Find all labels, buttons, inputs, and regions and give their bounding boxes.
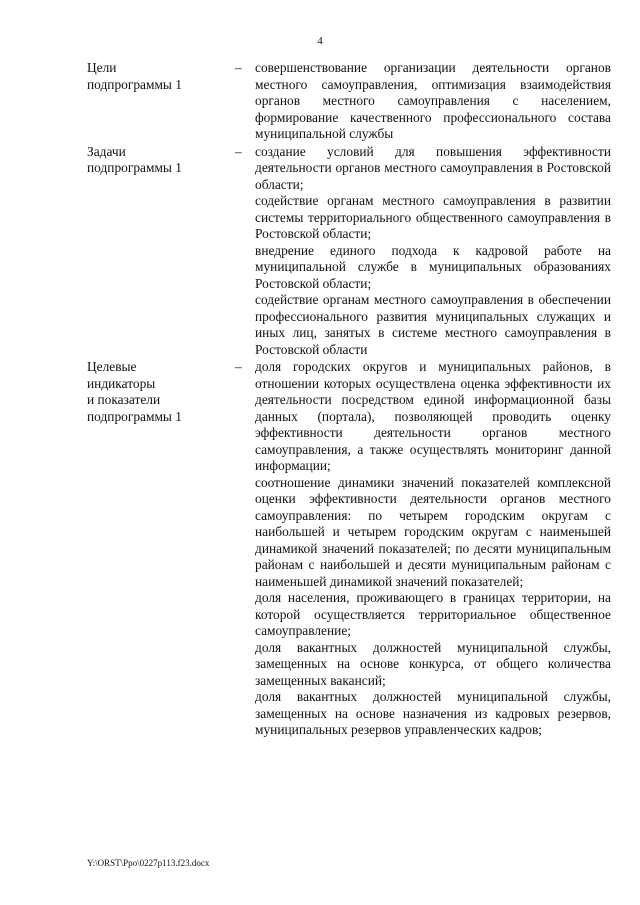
indicator-item: доля вакантных должностей муниципальной службы, замещенных на основе конкурса, от общего количества замещенных вакансий; [255, 639, 611, 688]
task-item: содействие органам местного самоуправления в развитии системы территориального общественного самоуправления в Ростовской области; [255, 193, 611, 241]
task-item: внедрение единого подхода к кадровой работе на муниципальной службе в муниципальных образованиях Ростовской области; [255, 242, 611, 291]
indicator-item: доля городских округов и муниципальных районов, в отношении которых осуществлена оценка эффективности их деятельности посредством единой информационной базы данных (портала), позволяющей проводить оценку эффективности деятельности органов местного самоуправления, а также осуществлять мониторинг данной информации; [255, 359, 611, 473]
row-indicators [87, 359, 611, 739]
row-label-indicators: Целевые индикаторы и показатели подпрограммы 1 [87, 359, 182, 424]
row-goals [87, 60, 611, 143]
row-dash: – [235, 143, 242, 159]
row-items-goals [255, 60, 611, 143]
row-items-indicators [255, 359, 611, 739]
indicator-item: соотношение динамики значений показателей комплексной оценки эффективности деятельности органов местного самоуправления: по четырем городским округам с наибольшей и четырем городским округам с наименьшей динамикой значений показателей; по десяти муниципальным районам с наибольшей и десяти муниципальным районам с наименьшей динамикой значений показателей; [255, 474, 611, 589]
indicator-item: доля населения, проживающего в границах территории, на которой осуществляется территориальное общественное самоуправление; [255, 590, 611, 638]
task-item: содействие органам местного самоуправления в обеспечении профессионального развития муниципальных служащих и иных лиц, занятых в системе местного самоуправления в Ростовской области [255, 292, 611, 357]
goal-item: совершенствование организации деятельности органов местного самоуправления, оптимизация взаимодействия органов местного самоуправления с населением, формирование качественного профессионального состава муниципальной службы [255, 60, 611, 141]
row-items-tasks [255, 144, 611, 359]
row-label-tasks: Задачи подпрограммы 1 [87, 143, 182, 175]
task-item: создание условий для повышения эффективности деятельности органов местного самоуправления в Ростовской области; [255, 143, 611, 192]
passport-table [87, 60, 611, 740]
row-label-goals: Цели подпрограммы 1 [87, 60, 182, 92]
page-number: 4 [317, 35, 323, 47]
indicator-item: доля вакантных должностей муниципальной службы, замещенных на основе назначения из кадровых резервов, муниципальных резервов управленческих кадров; [255, 689, 611, 737]
row-dash: – [235, 359, 242, 374]
row-tasks [87, 144, 611, 359]
file-path-footer: Y:\ORST\Ppo\0227p113.f23.docx [87, 858, 210, 868]
row-dash: – [235, 60, 242, 75]
